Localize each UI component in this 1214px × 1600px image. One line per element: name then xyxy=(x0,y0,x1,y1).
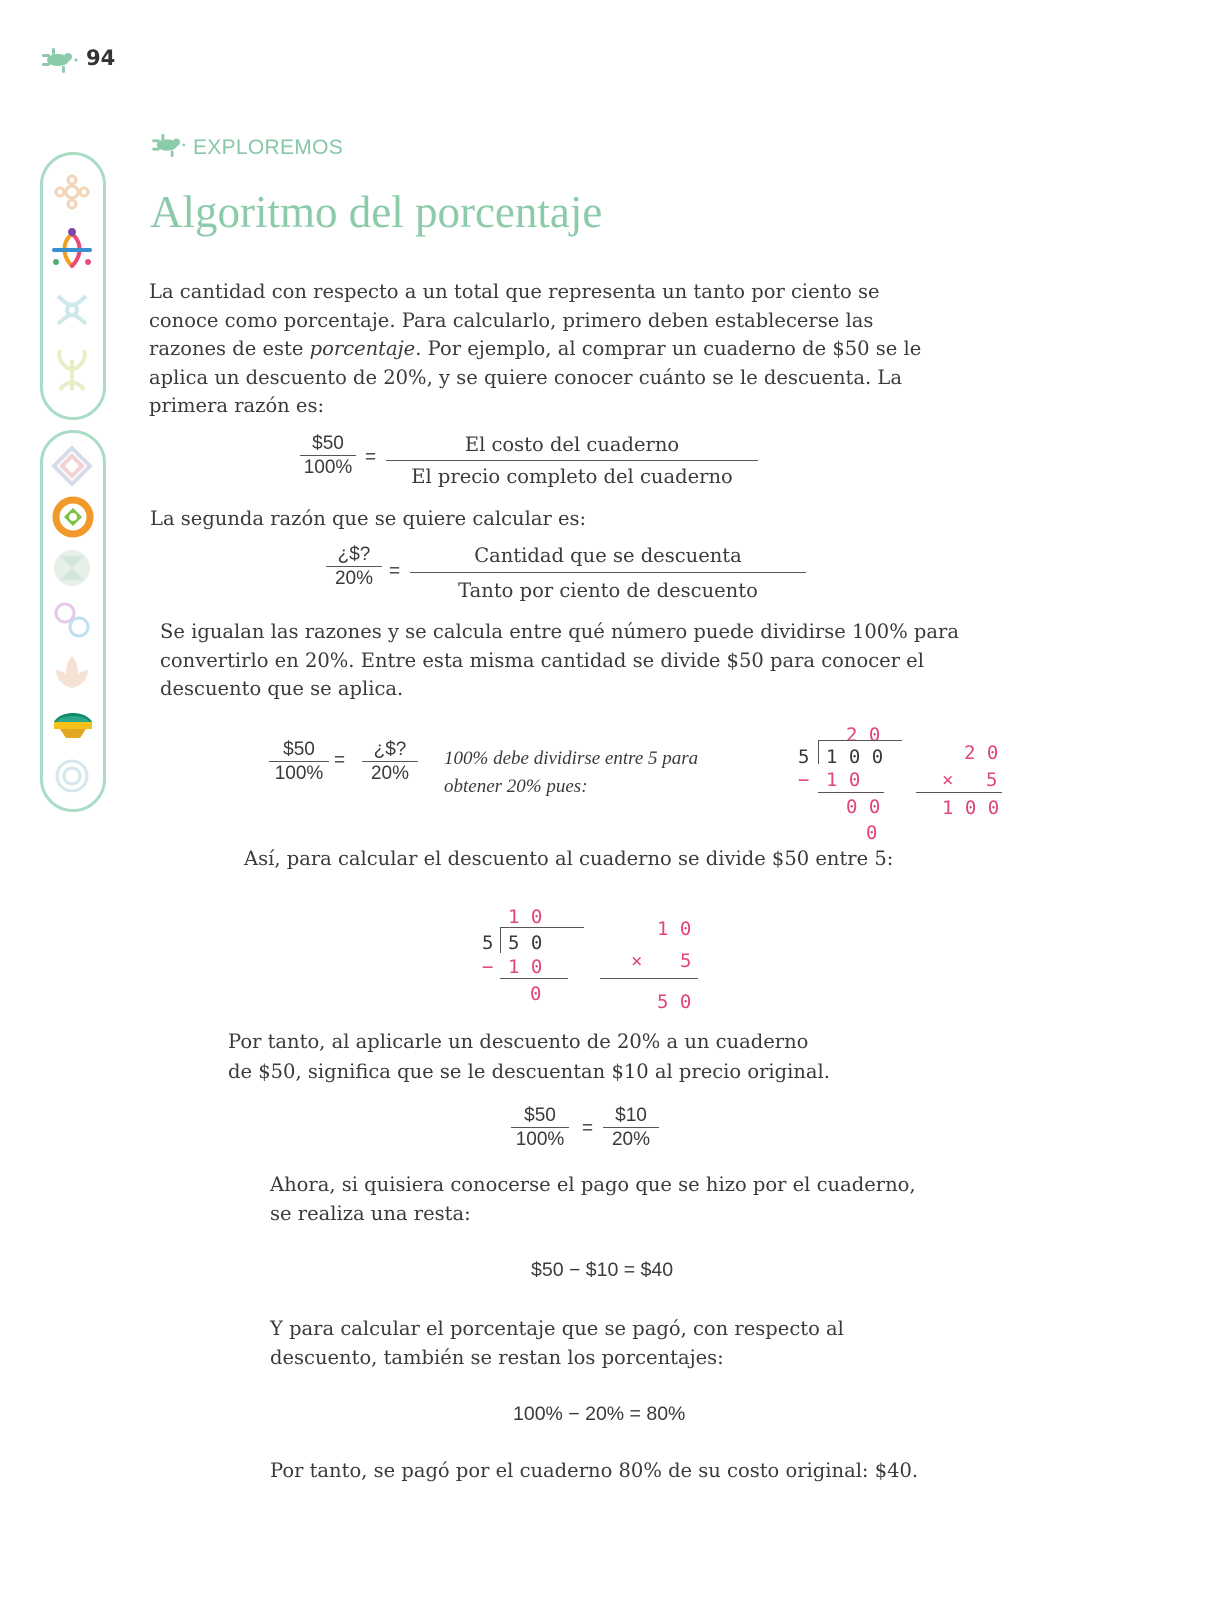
fraction xyxy=(362,739,418,786)
note-line: obtener 20% pues: xyxy=(444,776,588,797)
lotus-icon[interactable] xyxy=(50,650,94,694)
ring-icon[interactable] xyxy=(50,494,96,540)
division-bracket xyxy=(500,927,501,953)
intro-paragraph xyxy=(149,278,969,421)
numerator: $50 xyxy=(511,1105,569,1128)
text-line: primera razón es: xyxy=(149,394,325,418)
division-bracket xyxy=(818,740,819,764)
dividend: 5 0 xyxy=(508,932,543,954)
page-number: 94 xyxy=(86,46,116,70)
subtraction-bar xyxy=(818,792,884,793)
ratio-equation-3 xyxy=(269,739,329,786)
figures-icon[interactable] xyxy=(50,288,94,332)
fraction-words xyxy=(410,542,806,607)
dividend: 1 0 0 xyxy=(826,746,884,768)
plant-icon[interactable] xyxy=(50,346,94,394)
text-line: Por tanto, al aplicarle un descuento de 20% a un cuaderno xyxy=(228,1030,809,1053)
text-line: razones de este porcentaje. Por ejemplo, al comprar un cuaderno de $50 se le xyxy=(149,337,922,361)
calc-intro: Así, para calcular el descuento al cuaderno se divide $50 entre 5: xyxy=(244,847,894,870)
denominator: 100% xyxy=(303,457,353,478)
ratio-equation-1 xyxy=(300,433,356,480)
divisor: 5 xyxy=(482,932,494,954)
equalize-paragraph xyxy=(160,618,1020,704)
denominator: Tanto por ciento de descuento xyxy=(458,579,758,602)
numerator: ¿$? xyxy=(326,544,382,567)
division-bar xyxy=(818,740,902,741)
note-line: 100% debe dividirse entre 5 para xyxy=(444,748,699,769)
payment-paragraph xyxy=(270,1171,1030,1228)
times-sign: × xyxy=(942,769,954,791)
multiplication-bar xyxy=(600,978,698,979)
equals-sign: = xyxy=(334,750,346,771)
equals-sign: = xyxy=(389,561,401,582)
spiral-icon[interactable] xyxy=(50,754,94,798)
denominator: 100% xyxy=(274,763,324,784)
text-line: La cantidad con respecto a un total que representa un tanto por ciento se xyxy=(149,280,880,303)
text-line: aplica un descuento de 20%, y se quiere conocer cuánto se le descuenta. La xyxy=(149,365,902,389)
minus-sign: − xyxy=(482,956,494,978)
frog-section-icon xyxy=(148,132,188,158)
denominator: El precio completo del cuaderno xyxy=(411,465,733,488)
numerator: $50 xyxy=(300,433,356,456)
product: 5 0 xyxy=(657,991,692,1013)
ratio-equation-4 xyxy=(511,1105,569,1152)
divisor: 5 xyxy=(798,746,810,768)
dancer-icon[interactable] xyxy=(48,226,96,276)
text-line: conoce como porcentaje. Para calcularlo, primero deben establecerse las xyxy=(149,308,874,332)
text-line: se realiza una resta: xyxy=(270,1201,471,1225)
denominator: 100% xyxy=(515,1129,565,1150)
subtraction-bar xyxy=(500,978,568,979)
times-sign: × xyxy=(631,950,643,972)
final-statement: Por tanto, se pagó por el cuaderno 80% de su costo original: $40. xyxy=(270,1459,919,1482)
section-label: EXPLOREMOS xyxy=(193,136,344,159)
text-line: descuento, también se restan los porcentajes: xyxy=(270,1345,724,1369)
product: 1 0 0 xyxy=(942,797,1000,819)
fraction xyxy=(511,1105,569,1152)
remainder: 0 xyxy=(866,822,878,844)
second-ratio-intro: La segunda razón que se quiere calcular es: xyxy=(150,507,587,530)
ratio-equation-3b xyxy=(362,739,418,786)
conclusion-paragraph xyxy=(228,1027,988,1087)
hourglass-icon[interactable] xyxy=(50,546,94,590)
multiplicand: 1 0 xyxy=(657,918,692,940)
denominator: 20% xyxy=(611,1129,651,1150)
italic-term: porcentaje xyxy=(309,337,416,361)
equals-sign: = xyxy=(365,447,377,468)
division-bar xyxy=(500,927,584,928)
numerator: El costo del cuaderno xyxy=(386,432,758,461)
fraction xyxy=(326,544,382,591)
fraction xyxy=(603,1105,659,1152)
frog-logo-icon xyxy=(38,46,80,74)
subtraction-equation: $50 − $10 = $40 xyxy=(531,1259,674,1281)
text-line: Se igualan las razones y se calcula entre qué número puede dividirse 100% para xyxy=(160,620,959,643)
multiplier: 5 xyxy=(986,769,998,791)
multiplicand: 2 0 xyxy=(964,742,999,764)
diamond-icon[interactable] xyxy=(50,444,94,488)
text-line: descuento que se aplica. xyxy=(160,677,404,701)
link-icon[interactable] xyxy=(50,598,94,642)
minus-sign: − xyxy=(798,769,810,791)
subtrahend: 1 0 xyxy=(826,769,861,791)
remainder: 0 xyxy=(530,983,542,1005)
text-line: de $50, significa que se le descuentan $10 al precio original. xyxy=(228,1060,830,1083)
text-line: Y para calcular el porcentaje que se pagó, con respecto al xyxy=(270,1317,844,1340)
multiplier: 5 xyxy=(680,950,692,972)
percentage-equation: 100% − 20% = 80% xyxy=(513,1403,686,1425)
remainder: 0 0 xyxy=(846,796,881,818)
numerator: $50 xyxy=(269,739,329,762)
quotient: 1 0 xyxy=(508,906,543,928)
percent-paid-paragraph xyxy=(270,1315,1030,1372)
numerator: $10 xyxy=(603,1105,659,1128)
numerator: Cantidad que se descuenta xyxy=(410,542,806,573)
text-line: Ahora, si quisiera conocerse el pago que se hizo por el cuaderno, xyxy=(270,1173,916,1196)
numerator: ¿$? xyxy=(362,739,418,762)
multiplication-bar xyxy=(916,792,1002,793)
denominator: 20% xyxy=(334,568,374,589)
ratio-equation-4b xyxy=(603,1105,659,1152)
text-line: convertirlo en 20%. Entre esta misma cantidad se divide $50 para conocer el xyxy=(160,648,924,672)
quotient: 2 0 xyxy=(846,724,881,746)
fraction xyxy=(269,739,329,786)
fraction-words xyxy=(386,432,758,492)
subtrahend: 1 0 xyxy=(508,956,543,978)
denominator: 20% xyxy=(370,763,410,784)
fraction xyxy=(300,433,356,480)
flower-icon[interactable] xyxy=(50,170,94,214)
division-note xyxy=(444,745,698,801)
page-title: Algoritmo del porcentaje xyxy=(150,187,603,237)
ratio-equation-2 xyxy=(326,544,382,591)
equals-sign: = xyxy=(582,1118,594,1139)
fan-icon[interactable] xyxy=(50,704,96,744)
